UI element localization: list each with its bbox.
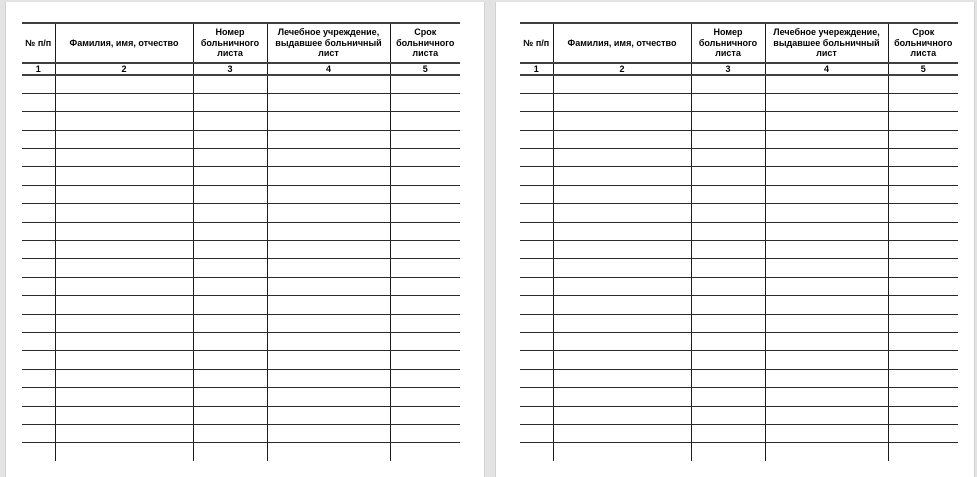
empty-cell <box>55 130 193 148</box>
column-number-5: 5 <box>390 63 460 75</box>
empty-cell <box>765 222 888 240</box>
sick-leave-register-table-right <box>520 22 958 461</box>
empty-table-row <box>22 222 460 240</box>
empty-cell <box>267 149 390 167</box>
empty-cell <box>55 149 193 167</box>
empty-table-row <box>22 443 460 461</box>
empty-table-row <box>22 296 460 314</box>
empty-cell <box>193 332 267 350</box>
empty-cell <box>267 93 390 111</box>
empty-cell <box>267 259 390 277</box>
empty-cell <box>22 259 55 277</box>
empty-cell <box>691 296 765 314</box>
empty-cell <box>267 277 390 295</box>
empty-cell <box>765 93 888 111</box>
empty-cell <box>691 351 765 369</box>
empty-table-row <box>22 241 460 259</box>
empty-cell <box>888 241 958 259</box>
empty-table-row <box>520 314 958 332</box>
empty-cell <box>267 185 390 203</box>
empty-cell <box>267 112 390 130</box>
empty-cell <box>390 296 460 314</box>
empty-cell <box>553 351 691 369</box>
empty-cell <box>267 222 390 240</box>
empty-cell <box>520 424 553 442</box>
empty-cell <box>193 314 267 332</box>
empty-cell <box>691 75 765 93</box>
empty-table-row <box>22 93 460 111</box>
empty-table-row <box>520 130 958 148</box>
empty-cell <box>55 314 193 332</box>
empty-cell <box>553 443 691 461</box>
empty-cell <box>390 112 460 130</box>
empty-table-row <box>22 314 460 332</box>
empty-cell <box>765 332 888 350</box>
empty-cell <box>888 149 958 167</box>
empty-table-row <box>520 75 958 93</box>
empty-cell <box>193 149 267 167</box>
empty-cell <box>267 406 390 424</box>
empty-cell <box>553 75 691 93</box>
empty-cell <box>765 424 888 442</box>
empty-cell <box>193 369 267 387</box>
empty-cell <box>691 259 765 277</box>
empty-table-row <box>22 75 460 93</box>
empty-table-row <box>22 424 460 442</box>
empty-cell <box>553 185 691 203</box>
empty-cell <box>765 167 888 185</box>
empty-cell <box>22 351 55 369</box>
header-cell-medical-institution: Лечебное учереждение, выдавшее больничный лист <box>765 23 888 63</box>
empty-cell <box>691 167 765 185</box>
empty-cell <box>267 388 390 406</box>
empty-cell <box>520 149 553 167</box>
empty-cell <box>553 277 691 295</box>
empty-table-row <box>22 388 460 406</box>
empty-cell <box>55 93 193 111</box>
empty-cell <box>390 424 460 442</box>
empty-cell <box>765 369 888 387</box>
empty-cell <box>888 296 958 314</box>
empty-cell <box>55 424 193 442</box>
empty-cell <box>22 406 55 424</box>
empty-cell <box>691 443 765 461</box>
empty-cell <box>390 259 460 277</box>
empty-cell <box>193 75 267 93</box>
empty-cell <box>193 424 267 442</box>
empty-cell <box>22 277 55 295</box>
empty-table-row <box>520 296 958 314</box>
empty-cell <box>691 185 765 203</box>
empty-cell <box>888 351 958 369</box>
empty-cell <box>55 222 193 240</box>
empty-cell <box>520 75 553 93</box>
empty-cell <box>267 332 390 350</box>
empty-cell <box>888 75 958 93</box>
empty-cell <box>888 167 958 185</box>
empty-table-row <box>520 93 958 111</box>
empty-cell <box>55 75 193 93</box>
empty-cell <box>193 185 267 203</box>
empty-cell <box>553 167 691 185</box>
empty-cell <box>553 112 691 130</box>
empty-cell <box>390 93 460 111</box>
empty-cell <box>520 443 553 461</box>
empty-cell <box>520 112 553 130</box>
empty-table-row <box>22 204 460 222</box>
empty-cell <box>691 314 765 332</box>
empty-cell <box>553 241 691 259</box>
empty-cell <box>765 204 888 222</box>
empty-cell <box>520 351 553 369</box>
empty-cell <box>691 112 765 130</box>
empty-cell <box>888 259 958 277</box>
empty-cell <box>390 388 460 406</box>
header-cell-row-number: № п/п <box>520 23 553 63</box>
column-number-1: 1 <box>520 63 553 75</box>
empty-table-row <box>520 241 958 259</box>
empty-cell <box>691 204 765 222</box>
empty-cell <box>55 185 193 203</box>
empty-cell <box>267 167 390 185</box>
empty-cell <box>22 424 55 442</box>
column-number-4: 4 <box>267 63 390 75</box>
table-header-row <box>22 23 460 63</box>
empty-cell <box>553 314 691 332</box>
empty-cell <box>888 332 958 350</box>
empty-cell <box>193 259 267 277</box>
empty-cell <box>390 185 460 203</box>
empty-cell <box>22 93 55 111</box>
empty-cell <box>691 406 765 424</box>
empty-table-row <box>22 149 460 167</box>
empty-table-row <box>520 424 958 442</box>
empty-cell <box>553 222 691 240</box>
column-numbers-row <box>22 63 460 75</box>
empty-cell <box>520 185 553 203</box>
empty-cell <box>765 388 888 406</box>
empty-cell <box>888 406 958 424</box>
empty-cell <box>22 388 55 406</box>
empty-table-row <box>520 222 958 240</box>
header-cell-row-number: № п/п <box>22 23 55 63</box>
empty-cell <box>691 130 765 148</box>
empty-cell <box>520 388 553 406</box>
empty-cell <box>390 204 460 222</box>
empty-table-row <box>22 351 460 369</box>
empty-cell <box>520 130 553 148</box>
column-number-2: 2 <box>553 63 691 75</box>
empty-cell <box>888 185 958 203</box>
empty-cell <box>691 93 765 111</box>
empty-table-row <box>520 185 958 203</box>
empty-cell <box>553 388 691 406</box>
empty-cell <box>888 222 958 240</box>
empty-cell <box>390 277 460 295</box>
empty-cell <box>390 406 460 424</box>
empty-cell <box>22 369 55 387</box>
empty-cell <box>553 204 691 222</box>
empty-cell <box>691 277 765 295</box>
empty-cell <box>520 314 553 332</box>
empty-cell <box>520 332 553 350</box>
empty-table-row <box>520 204 958 222</box>
empty-cell <box>553 332 691 350</box>
empty-cell <box>55 351 193 369</box>
empty-cell <box>553 259 691 277</box>
empty-table-row <box>520 443 958 461</box>
empty-cell <box>390 149 460 167</box>
empty-cell <box>22 167 55 185</box>
empty-cell <box>193 406 267 424</box>
empty-table-row <box>22 332 460 350</box>
empty-table-row <box>22 167 460 185</box>
empty-cell <box>765 296 888 314</box>
empty-cell <box>390 369 460 387</box>
empty-cell <box>267 314 390 332</box>
empty-cell <box>267 296 390 314</box>
empty-cell <box>390 130 460 148</box>
empty-cell <box>390 222 460 240</box>
empty-cell <box>390 75 460 93</box>
empty-cell <box>193 388 267 406</box>
empty-cell <box>765 259 888 277</box>
empty-cell <box>691 424 765 442</box>
empty-cell <box>553 406 691 424</box>
header-cell-sick-leave-number: Номер больничного листа <box>193 23 267 63</box>
empty-cell <box>553 149 691 167</box>
empty-cell <box>22 149 55 167</box>
empty-cell <box>193 351 267 369</box>
empty-cell <box>22 185 55 203</box>
empty-cell <box>765 185 888 203</box>
empty-cell <box>193 222 267 240</box>
empty-cell <box>888 443 958 461</box>
empty-cell <box>765 443 888 461</box>
empty-table-row <box>520 351 958 369</box>
empty-cell <box>22 222 55 240</box>
empty-cell <box>193 277 267 295</box>
empty-cell <box>267 351 390 369</box>
empty-cell <box>55 296 193 314</box>
empty-cell <box>390 314 460 332</box>
empty-cell <box>267 75 390 93</box>
empty-cell <box>390 167 460 185</box>
empty-cell <box>55 369 193 387</box>
empty-cell <box>553 93 691 111</box>
empty-cell <box>520 93 553 111</box>
empty-cell <box>765 406 888 424</box>
empty-cell <box>691 369 765 387</box>
column-number-3: 3 <box>193 63 267 75</box>
empty-cell <box>267 241 390 259</box>
column-number-3: 3 <box>691 63 765 75</box>
empty-cell <box>193 241 267 259</box>
empty-cell <box>520 204 553 222</box>
empty-cell <box>691 222 765 240</box>
empty-table-row <box>520 406 958 424</box>
empty-cell <box>765 75 888 93</box>
empty-cell <box>267 130 390 148</box>
column-number-5: 5 <box>888 63 958 75</box>
empty-cell <box>520 369 553 387</box>
empty-cell <box>390 332 460 350</box>
empty-table-row <box>22 406 460 424</box>
empty-cell <box>520 277 553 295</box>
empty-cell <box>22 332 55 350</box>
empty-cell <box>888 424 958 442</box>
empty-table-row <box>520 112 958 130</box>
table-body-right <box>520 75 958 461</box>
header-cell-sick-leave-number: Номер больничного листа <box>691 23 765 63</box>
empty-table-row <box>22 130 460 148</box>
empty-cell <box>888 388 958 406</box>
empty-cell <box>888 93 958 111</box>
empty-cell <box>520 241 553 259</box>
empty-table-row <box>22 259 460 277</box>
empty-cell <box>267 424 390 442</box>
empty-cell <box>193 130 267 148</box>
empty-cell <box>888 130 958 148</box>
empty-table-row <box>22 369 460 387</box>
column-numbers-row <box>520 63 958 75</box>
empty-cell <box>55 167 193 185</box>
header-cell-sick-leave-term: Срок больничного листа <box>888 23 958 63</box>
column-number-4: 4 <box>765 63 888 75</box>
empty-cell <box>553 424 691 442</box>
empty-cell <box>520 222 553 240</box>
empty-cell <box>520 296 553 314</box>
empty-cell <box>55 332 193 350</box>
empty-cell <box>765 351 888 369</box>
header-cell-medical-institution: Лечебное учреждение, выдавшее больничный лист <box>267 23 390 63</box>
empty-cell <box>22 241 55 259</box>
empty-cell <box>22 296 55 314</box>
empty-table-row <box>22 277 460 295</box>
empty-cell <box>765 130 888 148</box>
empty-cell <box>193 443 267 461</box>
empty-table-row <box>520 388 958 406</box>
empty-cell <box>55 241 193 259</box>
empty-cell <box>553 369 691 387</box>
empty-cell <box>691 332 765 350</box>
empty-cell <box>267 443 390 461</box>
empty-table-row <box>520 149 958 167</box>
empty-cell <box>193 167 267 185</box>
empty-cell <box>22 75 55 93</box>
empty-cell <box>888 112 958 130</box>
table-header-row <box>520 23 958 63</box>
empty-cell <box>553 130 691 148</box>
column-number-2: 2 <box>55 63 193 75</box>
empty-cell <box>520 167 553 185</box>
empty-table-row <box>520 167 958 185</box>
empty-cell <box>888 204 958 222</box>
empty-cell <box>765 241 888 259</box>
empty-cell <box>267 204 390 222</box>
empty-cell <box>888 369 958 387</box>
empty-table-row <box>520 259 958 277</box>
empty-cell <box>691 388 765 406</box>
empty-cell <box>55 406 193 424</box>
empty-cell <box>55 443 193 461</box>
empty-cell <box>22 314 55 332</box>
empty-table-row <box>520 332 958 350</box>
empty-cell <box>390 241 460 259</box>
sick-leave-register-table-left <box>22 22 460 461</box>
empty-cell <box>55 204 193 222</box>
empty-cell <box>888 277 958 295</box>
empty-cell <box>22 112 55 130</box>
empty-cell <box>55 388 193 406</box>
empty-table-row <box>22 112 460 130</box>
empty-cell <box>765 277 888 295</box>
header-cell-full-name: Фамилия, имя, отчество <box>553 23 691 63</box>
empty-cell <box>193 204 267 222</box>
empty-cell <box>520 259 553 277</box>
empty-cell <box>691 241 765 259</box>
empty-cell <box>193 296 267 314</box>
empty-cell <box>691 149 765 167</box>
empty-cell <box>22 443 55 461</box>
empty-table-row <box>520 277 958 295</box>
empty-cell <box>55 112 193 130</box>
empty-cell <box>55 259 193 277</box>
empty-cell <box>765 112 888 130</box>
column-number-1: 1 <box>22 63 55 75</box>
empty-cell <box>55 277 193 295</box>
empty-table-row <box>520 369 958 387</box>
empty-cell <box>267 369 390 387</box>
empty-cell <box>22 130 55 148</box>
empty-cell <box>765 314 888 332</box>
empty-cell <box>22 204 55 222</box>
empty-cell <box>888 314 958 332</box>
empty-table-row <box>22 185 460 203</box>
empty-cell <box>193 93 267 111</box>
empty-cell <box>193 112 267 130</box>
header-cell-sick-leave-term: Срок больничного листа <box>390 23 460 63</box>
empty-cell <box>553 296 691 314</box>
empty-cell <box>390 351 460 369</box>
empty-cell <box>520 406 553 424</box>
empty-cell <box>765 149 888 167</box>
header-cell-full-name: Фамилия, имя, отчество <box>55 23 193 63</box>
table-body-left <box>22 75 460 461</box>
empty-cell <box>390 443 460 461</box>
